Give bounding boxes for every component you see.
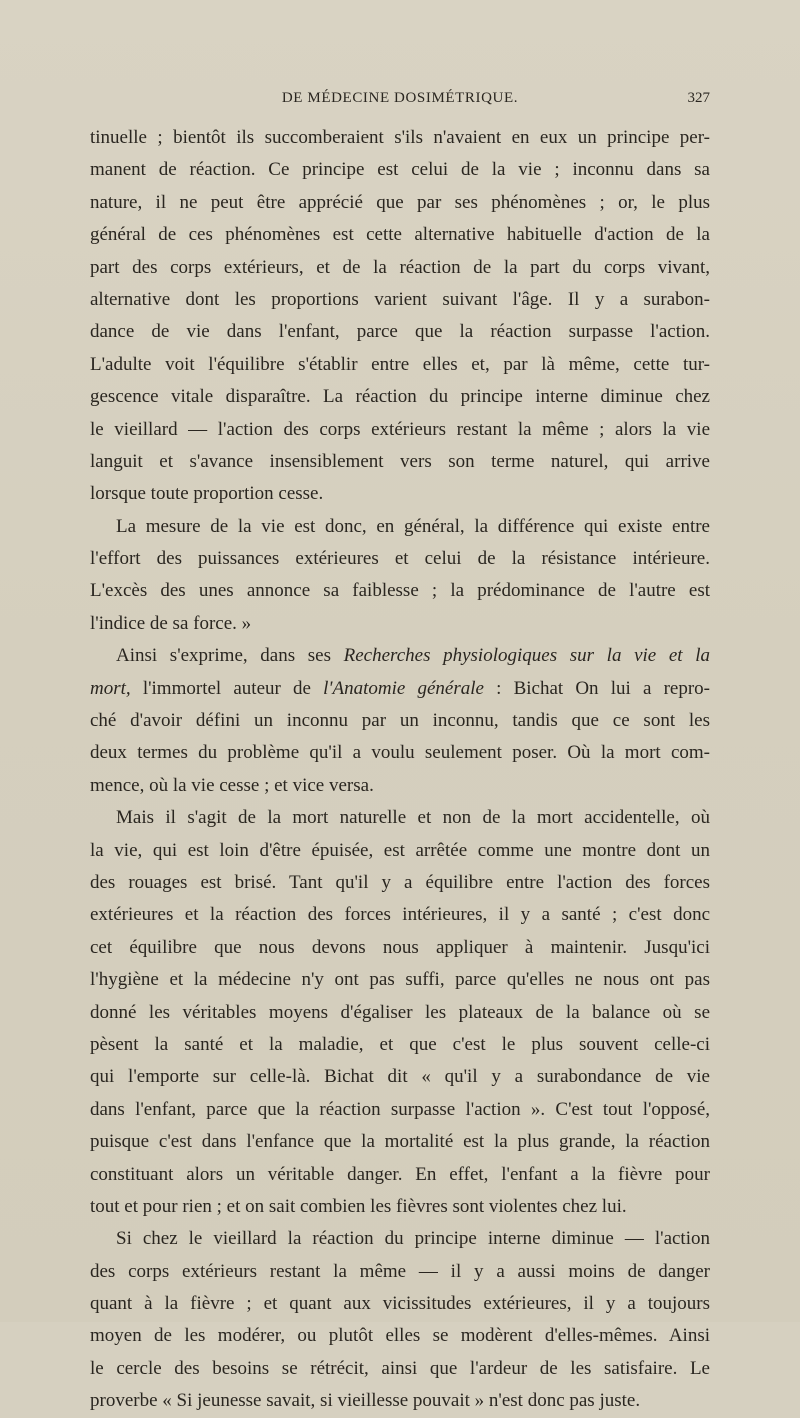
text-line: manent de réaction. Ce principe est celui de la vie ; inconnu dans sa [90,159,710,181]
text-line: des corps extérieurs restant la même — il y a aussi moins de danger [90,1260,710,1282]
text-line: ché d'avoir défini un inconnu par un inconnu, tandis que ce sont les [90,710,710,732]
text-line: L'adulte voit l'équilibre s'établir entre elles et, par là même, cette tur- [90,353,710,375]
text-line: la vie, qui est loin d'être épuisée, est arrêtée comme une montre dont un [90,839,710,861]
text-segment: Ainsi s'exprime, dans ses [116,645,344,667]
text-line: gescence vitale disparaître. La réaction du principe interne diminue chez [90,386,710,408]
text-line: cet équilibre que nous devons nous appliquer à maintenir. Jusqu'ici [90,936,710,958]
running-title: DE MÉDECINE DOSIMÉTRIQUE. [281,90,519,106]
italic-title-segment: l'Anatomie générale [323,677,484,699]
text-line: proverbe « Si jeunesse savait, si vieillesse pouvait » n'est donc pas juste. [90,1390,641,1412]
text-line: l'indice de sa force. » [90,612,252,634]
text-line: La mesure de la vie est donc, en général, la différence qui existe entre [116,515,710,537]
body-text [90,122,710,1418]
text-line: l'hygiène et la médecine n'y ont pas suffi, parce qu'elles ne nous ont pas [90,969,710,991]
text-line: puisque c'est dans l'enfance que la mortalité est la plus grande, la réaction [90,1131,710,1153]
text-line: qui l'emporte sur celle-là. Bichat dit « qu'il y a surabondance de vie [90,1066,710,1088]
text-line: tout et pour rien ; et on sait combien les fièvres sont violentes chez lui. [90,1195,627,1217]
text-line: dans l'enfant, parce que la réaction surpasse l'action ». C'est tout l'opposé, [90,1098,710,1120]
text-line: moyen de les modérer, ou plutôt elles se modèrent d'elles-mêmes. Ainsi [90,1325,710,1347]
text-segment: : Bichat On lui a repro- [483,677,710,699]
text-line: Mais il s'agit de la mort naturelle et non de la mort accidentelle, où [116,807,710,829]
text-line: part des corps extérieurs, et de la réaction de la part du corps vivant, [90,256,710,278]
text-line: l'effort des puissances extérieures et celui de la résistance intérieure. [90,548,710,570]
text-line: nature, il ne peut être apprécié que par ses phénomènes ; or, le plus [90,191,710,213]
text-line: dance de vie dans l'enfant, parce que la réaction surpasse l'action. [90,321,710,343]
running-head [90,90,710,114]
text-line: le cercle des besoins se rétrécit, ainsi que l'ardeur de les satisfaire. Le [90,1357,710,1379]
italic-title-segment: mort, [90,677,131,699]
text-line-italic-2 [90,673,710,705]
text-line: des rouages est brisé. Tant qu'il y a équilibre entre l'action des forces [90,871,710,893]
text-line: quant à la fièvre ; et quant aux vicissitudes extérieures, il y a toujours [90,1293,710,1315]
text-segment: l'immortel auteur de [130,677,324,699]
text-line: deux termes du problème qu'il a voulu seulement poser. Où la mort com- [90,742,710,764]
text-line: pèsent la santé et la maladie, et que c'est le plus souvent celle-ci [90,1033,710,1055]
text-line: extérieures et la réaction des forces intérieures, il y a santé ; c'est donc [90,904,710,926]
text-line: le vieillard — l'action des corps extérieurs restant la même ; alors la vie [90,418,710,440]
text-line: lorsque toute proportion cesse. [90,483,324,505]
text-line: mence, où la vie cesse ; et vice versa. [90,774,374,796]
text-line: donné les véritables moyens d'égaliser les plateaux de la balance où se [90,1001,710,1023]
text-line: général de ces phénomènes est cette alternative habituelle d'action de la [90,224,710,246]
page-number: 327 [687,90,710,106]
text-line: Si chez le vieillard la réaction du principe interne diminue — l'action [116,1228,710,1250]
text-line: alternative dont les proportions varient suivant l'âge. Il y a surabon- [90,288,710,310]
text-line: tinuelle ; bientôt ils succomberaient s'ils n'avaient en eux un principe per- [90,127,710,148]
text-line: L'excès des unes annonce sa faiblesse ; la prédominance de l'autre est [90,580,710,602]
italic-title-segment: Recherches physiologiques sur la vie et la [343,645,710,667]
text-line-italic-1 [90,640,710,672]
text-line: languit et s'avance insensiblement vers son terme naturel, qui arrive [90,450,710,472]
text-line: constituant alors un véritable danger. En effet, l'enfant a la fièvre pour [90,1163,710,1185]
